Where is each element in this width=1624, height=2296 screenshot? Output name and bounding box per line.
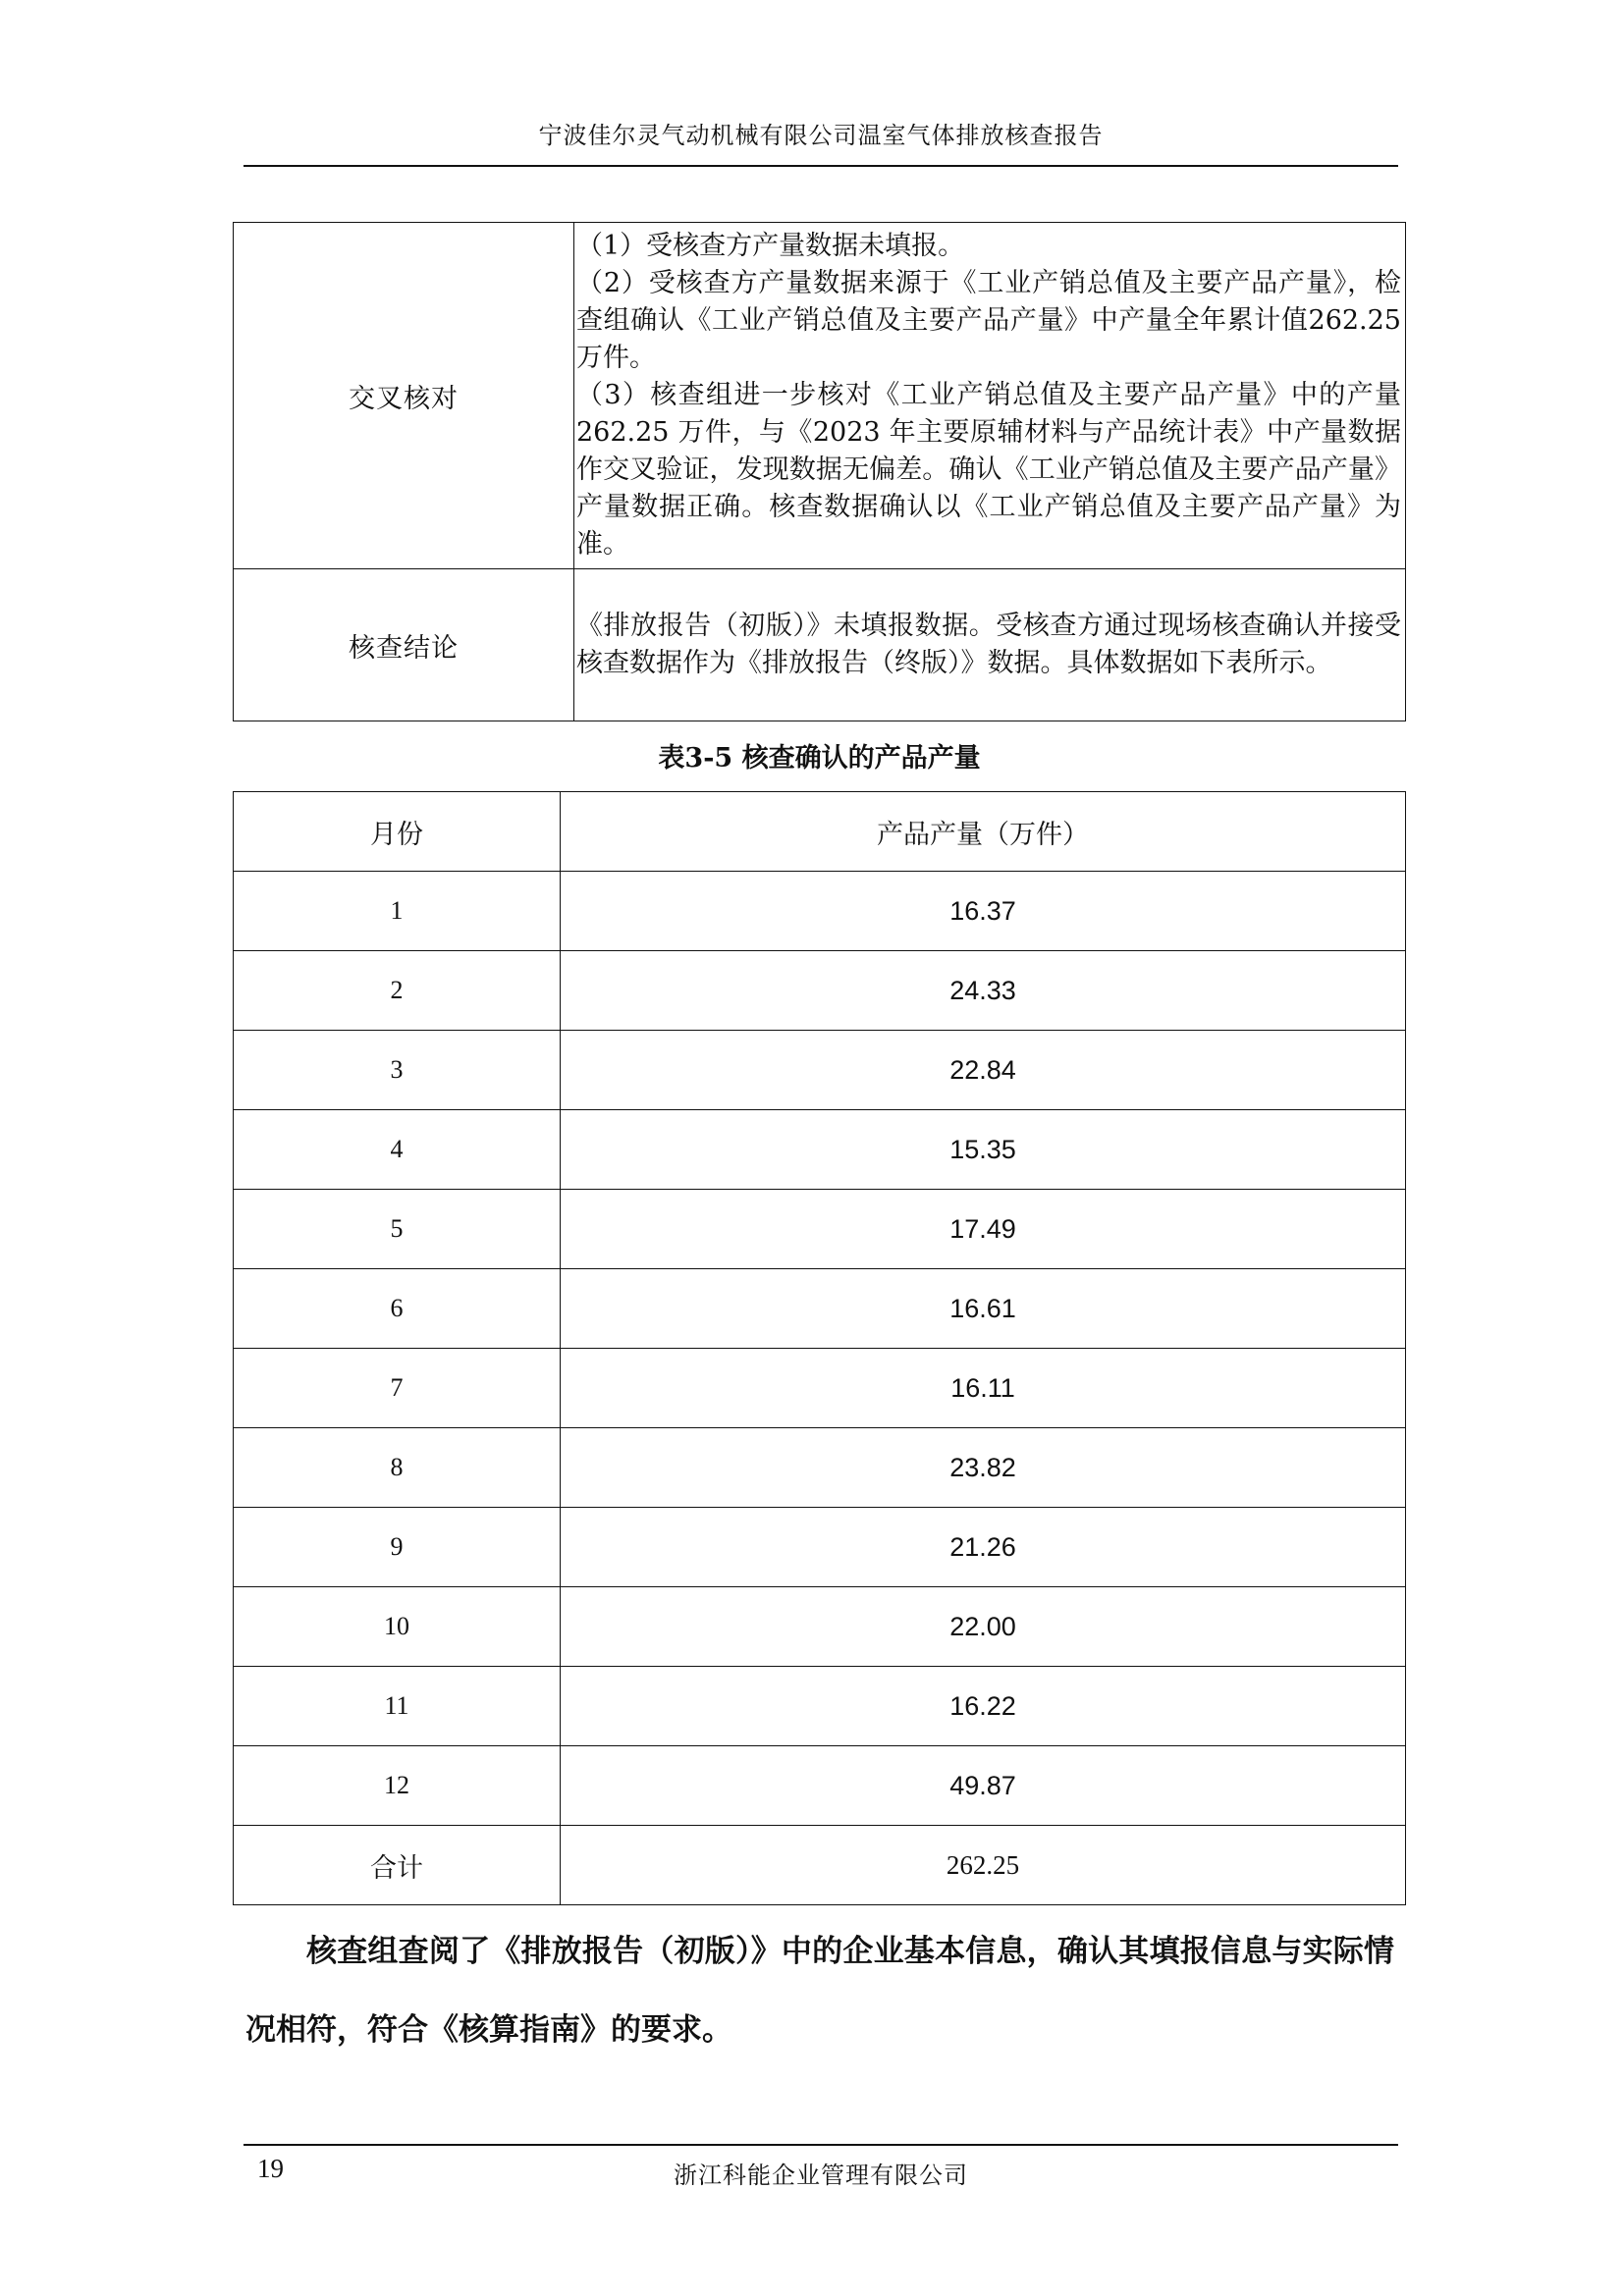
- output-cell: 16.61: [561, 1269, 1406, 1349]
- header-month: 月份: [234, 792, 561, 872]
- footer-company: 浙江科能企业管理有限公司: [674, 2162, 968, 2189]
- table-header-row: [234, 792, 1406, 872]
- output-cell: 16.11: [561, 1349, 1406, 1428]
- output-cell: 16.22: [561, 1667, 1406, 1746]
- output-cell: 17.49: [561, 1190, 1406, 1269]
- total-label: 合计: [234, 1826, 561, 1905]
- output-cell: 24.33: [561, 951, 1406, 1031]
- output-cell: 16.37: [561, 872, 1406, 951]
- verification-table: [233, 222, 1406, 721]
- footer-divider: [244, 2144, 1398, 2146]
- table-row-conclusion: [234, 569, 1406, 721]
- output-cell: 23.82: [561, 1428, 1406, 1508]
- table-row: [234, 1587, 1406, 1667]
- table-row: [234, 1349, 1406, 1428]
- output-cell: 22.84: [561, 1031, 1406, 1110]
- month-cell: 3: [234, 1031, 561, 1110]
- month-cell: 2: [234, 951, 561, 1031]
- header-output: 产品产量（万件）: [561, 792, 1406, 872]
- output-cell: 22.00: [561, 1587, 1406, 1667]
- table-row: [234, 1667, 1406, 1746]
- month-cell: 1: [234, 872, 561, 951]
- page-header-title: 宁波佳尔灵气动机械有限公司温室气体排放核查报告: [538, 122, 1104, 149]
- table-row: [234, 1110, 1406, 1190]
- table-total-row: [234, 1826, 1406, 1905]
- table-row-cross-check: [234, 223, 1406, 569]
- product-output-table: [233, 791, 1406, 1905]
- month-cell: 7: [234, 1349, 561, 1428]
- cross-check-paragraph: （3）核查组进一步核对《工业产销总值及主要产品产量》中的产量 262.25 万件，与《2023 年主要原辅材料与产品统计表》中产量数据作交叉验证，发现数据无偏差。确认《工业产销总值及主要产品产量》产量数据正确。核查数据确认以《工业产销总值及主要产品产量》为准。: [576, 380, 1401, 560]
- month-cell: 4: [234, 1110, 561, 1190]
- table-row: [234, 1508, 1406, 1587]
- output-cell: 49.87: [561, 1746, 1406, 1826]
- month-cell: 8: [234, 1428, 561, 1508]
- table-row: [234, 1746, 1406, 1826]
- summary-paragraph: [245, 1912, 1394, 2069]
- month-cell: 10: [234, 1587, 561, 1667]
- cross-check-paragraph: （1）受核查方产量数据未填报。: [576, 231, 965, 261]
- conclusion-paragraph: 《排放报告（初版）》未填报数据。受核查方通过现场核查确认并接受核查数据作为《排放报告（终版）》数据。具体数据如下表所示。: [576, 611, 1401, 678]
- table-row: [234, 1190, 1406, 1269]
- summary-text: 核查组查阅了《排放报告（初版）》中的企业基本信息，确认其填报信息与实际情况相符，符合《核算指南》的要求。: [245, 1934, 1394, 2048]
- month-cell: 5: [234, 1190, 561, 1269]
- output-cell: 15.35: [561, 1110, 1406, 1190]
- header-divider: [244, 165, 1398, 167]
- cross-check-label: 交叉核对: [234, 223, 574, 569]
- cross-check-content: [574, 223, 1406, 569]
- page-number: 19: [257, 2154, 284, 2183]
- table-row: [234, 1031, 1406, 1110]
- conclusion-content: [574, 569, 1406, 721]
- table-row: [234, 951, 1406, 1031]
- month-cell: 9: [234, 1508, 561, 1587]
- table-caption: 表3-5 核查确认的产品产量: [658, 743, 981, 774]
- table-row: [234, 1269, 1406, 1349]
- cross-check-paragraph: （2）受核查方产量数据来源于《工业产销总值及主要产品产量》，检查组确认《工业产销总值及主要产品产量》中产量全年累计值262.25万件。: [576, 268, 1401, 373]
- month-cell: 6: [234, 1269, 561, 1349]
- conclusion-label: 核查结论: [234, 569, 574, 721]
- month-cell: 12: [234, 1746, 561, 1826]
- table-row: [234, 1428, 1406, 1508]
- month-cell: 11: [234, 1667, 561, 1746]
- output-cell: 21.26: [561, 1508, 1406, 1587]
- table-row: [234, 872, 1406, 951]
- total-value: 262.25: [561, 1826, 1406, 1905]
